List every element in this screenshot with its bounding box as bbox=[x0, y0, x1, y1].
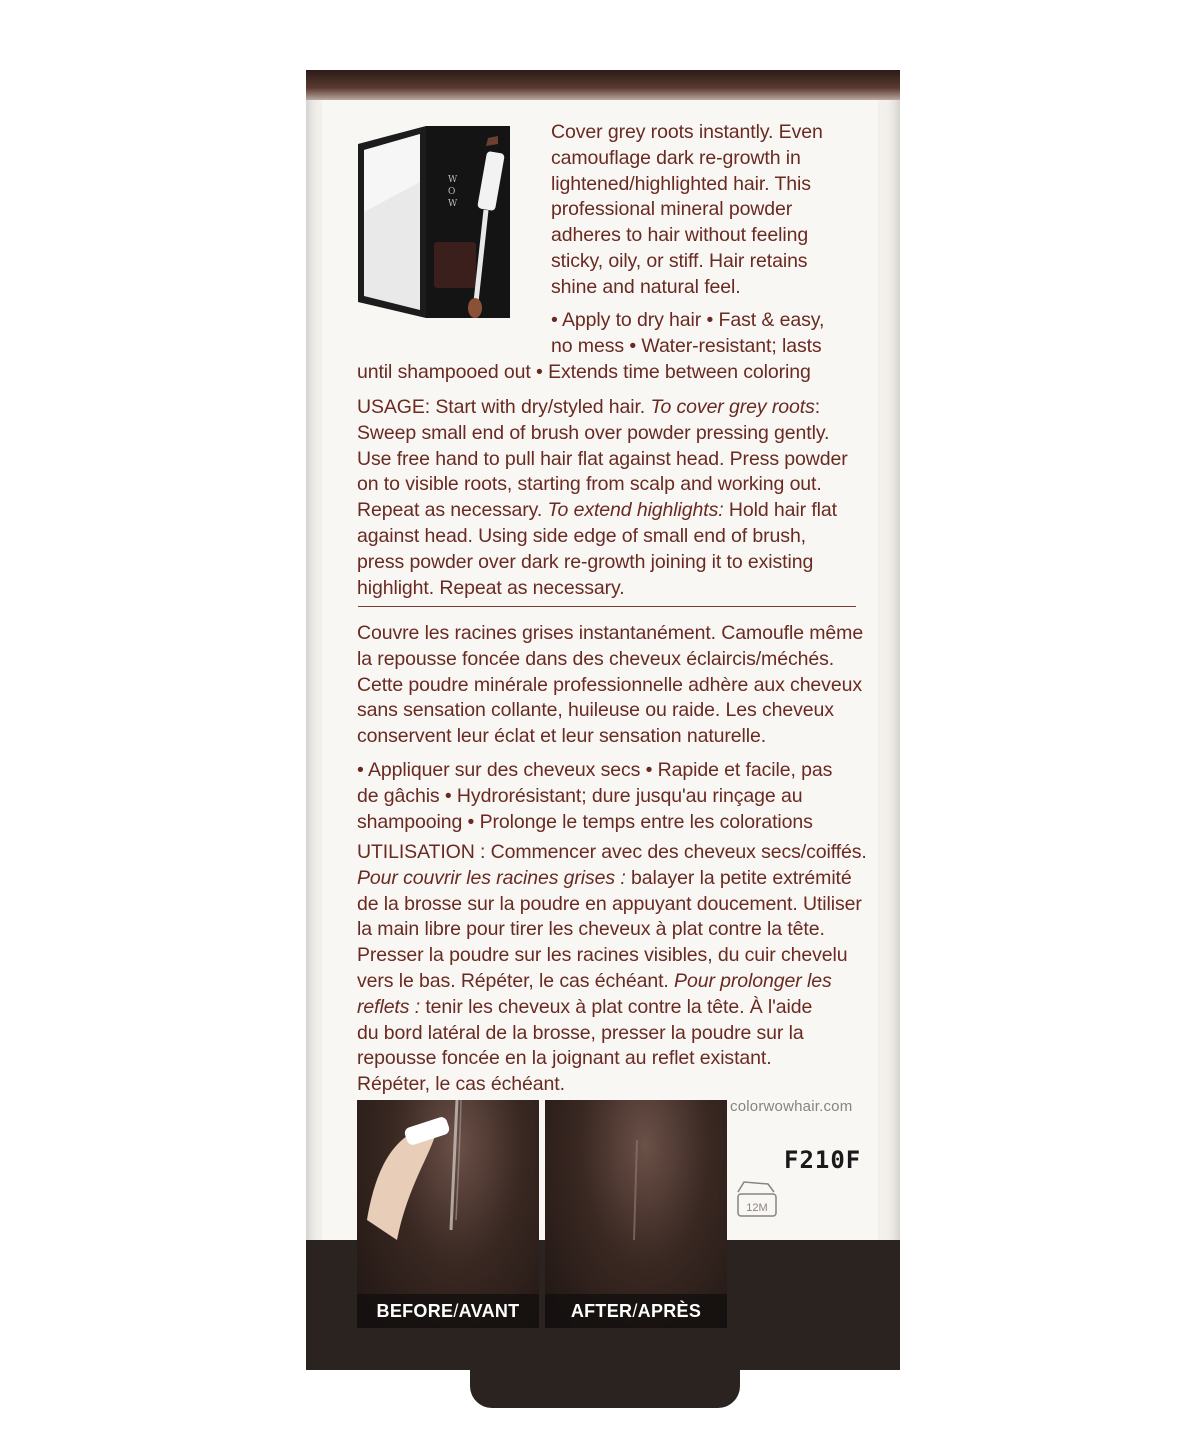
svg-text:W: W bbox=[448, 175, 458, 185]
batch-code: F210F bbox=[784, 1146, 862, 1174]
french-usage: UTILISATION : Commencer avec des cheveux secs/coiffés. Pour couvrir les racines grises : balayer la petite extrémité de la brosse sur la poudre en appuyant doucement. Utiliser la main libre pour tirer les cheveux à plat contre la tête. Presser la poudre sur les racines visibles, du cuir chevelu vers le bas. Répéter, le cas échéant. Pour prolonger les reflets : tenir les cheveux à plat contre la tête. À l'aide du bord latéral de la brosse, presser la poudre sur la repousse foncée en la joignant au reflet existant. Répéter, le cas échéant. bbox=[357, 841, 867, 1096]
website-url: colorwowhair.com bbox=[730, 1098, 853, 1115]
box-top-edge bbox=[306, 70, 900, 100]
compact-powder-image bbox=[354, 122, 514, 322]
before-label: BEFORE/AVANT bbox=[357, 1294, 539, 1328]
box-tab bbox=[470, 1370, 740, 1408]
pao-jar-icon bbox=[734, 1180, 780, 1220]
french-intro: Couvre les racines grises instantanément. Camoufle même la repousse foncée dans des cheveux éclaircis/méchés. Cette poudre minérale professionnelle adhère aux cheveux sans sensation collante, huileuse ou raide. Les cheveux conservent leur éclat et leur sensation naturelle. bbox=[357, 622, 864, 748]
english-usage: USAGE: Start with dry/styled hair. To cover grey roots: Sweep small end of brush over powder pressing gently. Use free hand to pull hair flat against head. Press powder on to visible roots, starting from scalp and working out. Repeat as necessary. To extend highlights: Hold hair flat against head. Using side edge of small end of brush, press powder over dark re-growth joining it to existing highlight. Repeat as necessary. bbox=[357, 396, 848, 599]
svg-text:O: O bbox=[448, 187, 456, 197]
after-photo bbox=[545, 1100, 727, 1328]
english-bullets-bottom: until shampooed out • Extends time between coloring bbox=[357, 361, 811, 383]
english-bullets-top: • Apply to dry hair • Fast & easy, no mess • Water-resistant; lasts bbox=[551, 309, 825, 357]
before-photo bbox=[357, 1100, 539, 1328]
english-intro: Cover grey roots instantly. Even camouflage dark re-growth in lightened/highlighted hair. This professional mineral powder adheres to hair without feeling sticky, oily, or stiff. Hair retains shine and natural feel. bbox=[551, 121, 823, 298]
language-divider bbox=[358, 606, 856, 607]
svg-text:12M: 12M bbox=[746, 1202, 768, 1214]
after-label: AFTER/APRÈS bbox=[545, 1294, 727, 1328]
svg-text:W: W bbox=[448, 199, 458, 209]
french-bullets: • Appliquer sur des cheveux secs • Rapide et facile, pas de gâchis • Hydrorésistant; dure jusqu'au rinçage au shampooing • Prolonge le temps entre les colorations bbox=[357, 759, 833, 833]
